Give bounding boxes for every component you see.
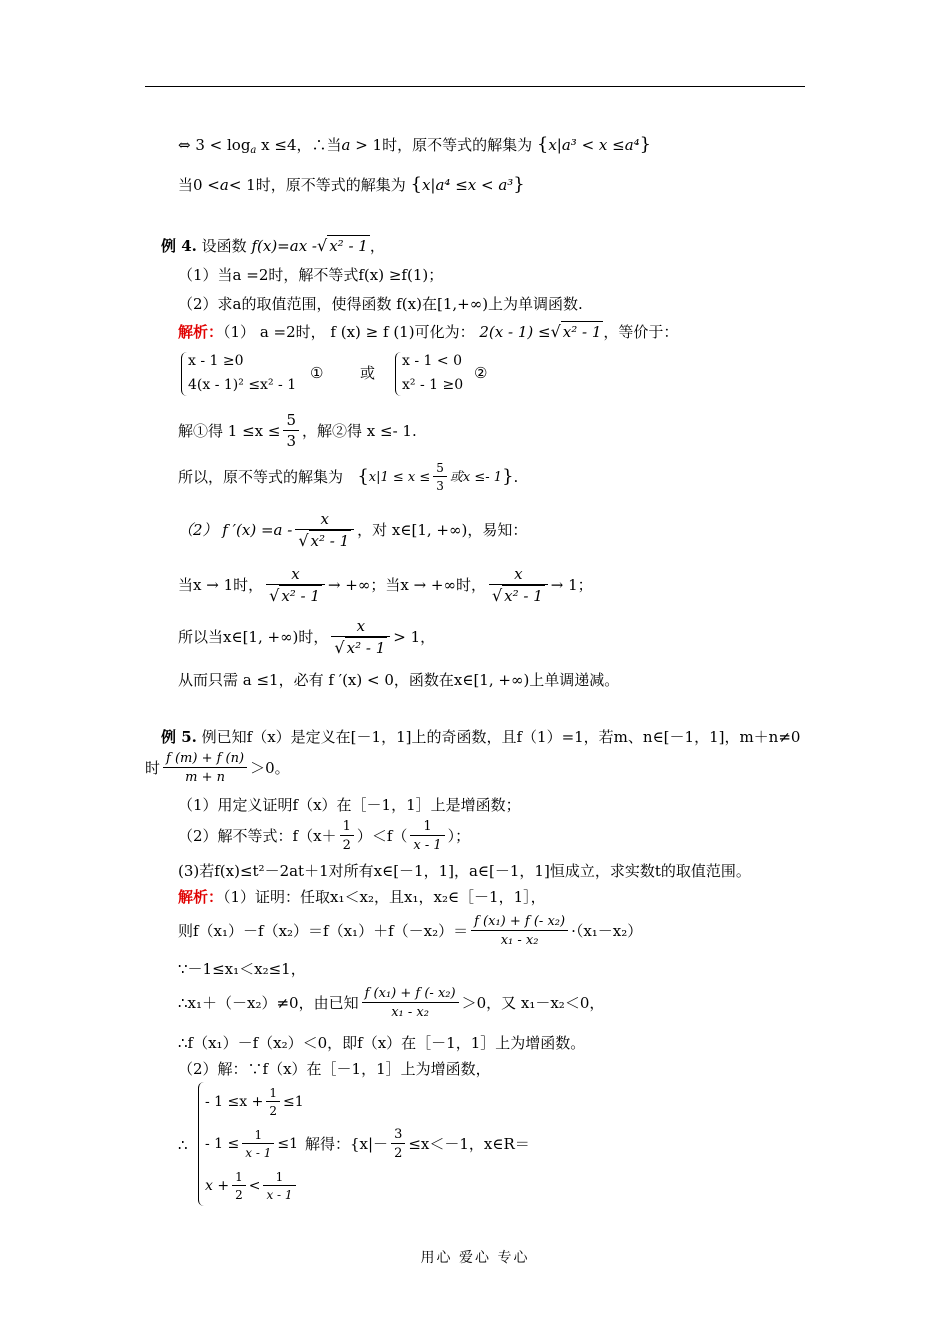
- continuation-line-1: ⇔ $3 < \log_a x \le 4$，∴当a > 1时，原不等式的解集为 {x|a³ < x ≤a⁴}: [178, 134, 652, 156]
- solve-line: 解①得 1 ≤x ≤ $\frac{5}{3}$ ，解②得 x ≤- 1.: [178, 411, 417, 450]
- example5-question-1: （1）用定义证明f（x）在［－1，1］上是增函数；: [178, 796, 521, 814]
- system-brace-2: [395, 352, 401, 396]
- example4-question-2: （2）求a的取值范围，使得函数 f(x)在[1,+∞)上为单调函数.: [178, 295, 583, 313]
- example5-solution-line: 解析：（1）证明：任取x₁＜x₂，且x₁，x₂∈［－1，1］，: [178, 888, 546, 906]
- example4-title: 例 4.: [161, 237, 197, 255]
- or-label: 或: [360, 364, 376, 382]
- system1-row2: 4(x - 1)² ≤x² - 1: [188, 377, 297, 393]
- fraction-5-3: $\frac{5}{3}$: [283, 413, 299, 449]
- proof-step-4: ∴f（x₁）－f（x₂）＜0，即f（x）在［－1，1］上为增函数。: [178, 1034, 586, 1052]
- system3-row1: - 1 ≤x + $\frac{1}{2}$ ≤1: [205, 1086, 304, 1118]
- limit-line: 当x → 1时， $\frac{x}{\text{√ x² - 1}}$ → +∞；当x → +∞时， $\frac{x}{\text{√ x² - 1}}$ → 1；: [178, 564, 593, 605]
- proof-step-5: （2）解：∵f（x）在［－1，1］上为增函数，: [178, 1060, 491, 1078]
- page-footer: 用心 爱心 专心: [420, 1250, 530, 1266]
- system1-row1: x - 1 ≥0: [188, 353, 244, 369]
- example5-question-2: （2）解不等式：f（x＋ $\frac{1}{2}$ ）＜f（ $\frac{1}{x - 1}$ ）；: [178, 819, 471, 853]
- system-brace-3: [198, 1082, 204, 1206]
- example4-solution-line: 解析：（1） a =2时， f (x) ≥ f (1)可化为： 2(x - 1) ≤√ x² - 1 ，等价于：: [178, 322, 679, 341]
- header-rule: [145, 86, 805, 87]
- solve-result-line: 解得：{x|－ $\frac{3}{2}$ ≤x＜－1，x∈R＝: [305, 1127, 530, 1161]
- solution-set-1: x|a³ < x ≤a⁴: [548, 136, 640, 154]
- so-line: 所以当x∈[1, +∞)时， $\frac{x}{\text{√ x² - 1}}$ > 1，: [178, 616, 436, 657]
- example5-title: 例 5.: [161, 728, 197, 746]
- solution-set-2: x|a⁴ ≤x < a³: [421, 176, 514, 194]
- example5-intro-line: 例 5. 例已知f（x）是定义在[－1，1]上的奇函数，且f（1）=1，若m、n∈[－1，1]，m＋n≠0: [161, 728, 801, 746]
- system-brace-1: [181, 352, 187, 396]
- example5-question-3: (3)若f(x)≤t²－2at＋1对所有x∈[－1，1]，a∈[－1，1]恒成立，求实数t的取值范围。: [178, 862, 751, 880]
- example4-question-1: （1）当a =2时，解不等式f(x) ≥f(1)；: [178, 266, 444, 284]
- example5-intro-line-2: 时 $\frac{f (m) + f (n)}{m + n}$ ＞0。: [145, 751, 290, 785]
- proof-step-2: ∵－1≤x₁＜x₂≤1，: [178, 960, 306, 978]
- solution-label-2: 解析：: [178, 888, 224, 906]
- derivative-line: （2） f ′(x) =a - $\frac{x}{\text{√ x² - 1}}$ ，对 x∈[1, +∞)，易知：: [178, 509, 528, 550]
- example4-title-line: 例 4. 设函数 f(x)=ax -√ x² - 1 ，: [161, 236, 385, 255]
- circle-one: ①: [310, 364, 324, 382]
- result-line: 所以，原不等式的解集为 { x|1 ≤ x ≤ $\frac{5}{3}$ 或x ≤- 1 } .: [178, 461, 519, 493]
- system2-row1: x - 1 < 0: [402, 353, 462, 369]
- proof-step-1: 则f（x₁）－f（x₂）＝f（x₁）＋f（－x₂）＝ $\frac{\text{f (x₁) + f (- x₂)}}{\text{x₁ - x₂}}$ ·（x₁－x₂）: [178, 914, 643, 948]
- conclusion-line: 从而只需 a ≤1，必有 f ′(x) < 0，函数在x∈[1, +∞)上单调递减。: [178, 671, 620, 689]
- continuation-line-2: 当0 <a< 1时，原不等式的解集为 {x|a⁴ ≤x < a³}: [178, 174, 525, 195]
- circle-two: ②: [474, 364, 488, 382]
- solution-label: 解析：: [178, 323, 224, 341]
- system3-row2: - 1 ≤ $\frac{1}{x - 1}$ ≤1: [205, 1128, 299, 1160]
- system3-row3: x + $\frac{1}{2}$ < $\frac{1}{x - 1}$: [205, 1168, 299, 1204]
- therefore-symbol: ∴: [178, 1136, 188, 1154]
- proof-step-3: ∴x₁＋（－x₂）≠0，由已知 $\frac{\text{f (x₁) + f (- x₂)}}{\text{x₁ - x₂}}$ ＞0，又 x₁－x₂＜0，: [178, 986, 605, 1020]
- system2-row2: x² - 1 ≥0: [402, 377, 464, 393]
